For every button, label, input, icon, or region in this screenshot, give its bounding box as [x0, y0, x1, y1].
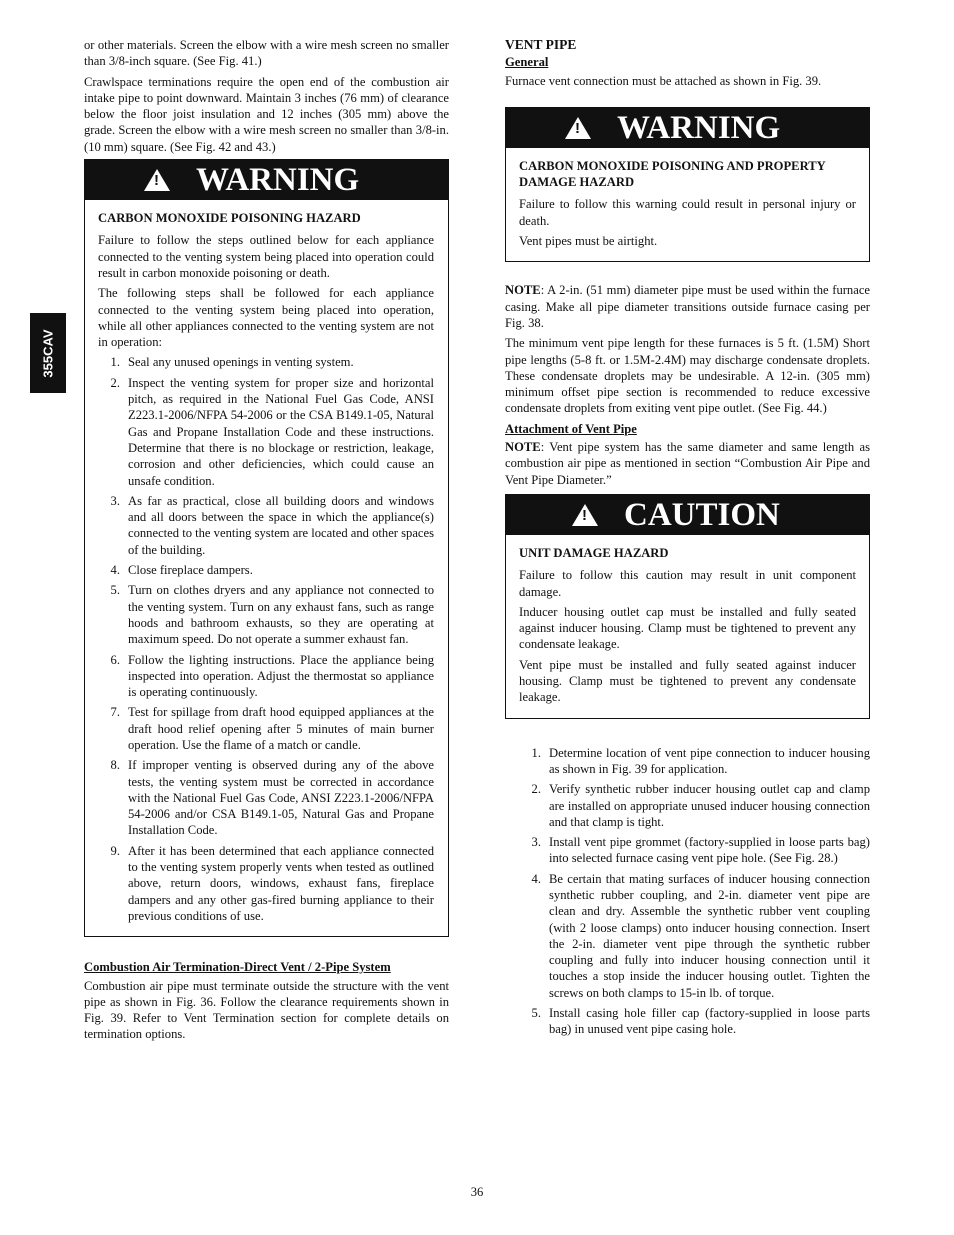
list-number: 4. — [110, 563, 120, 578]
list-number: 1. — [531, 745, 541, 760]
list-item — [98, 493, 434, 558]
warning-body — [506, 148, 869, 261]
list-item — [519, 1005, 870, 1038]
list-item — [98, 354, 434, 370]
list-number: 1. — [110, 355, 120, 370]
list-text: If improper venting is observed during any of the above tests, the venting system must be corrected in accordance with the National Fuel Gas Code, ANSI Z223.1-2006/NFPA 54-2006 and/or CSA B149.1-05, Natural Gas and Propane Installation Code. — [128, 758, 434, 838]
list-number: 7. — [110, 705, 120, 720]
attachment-steps-list — [505, 745, 870, 1038]
warning-paragraph-2: The following steps shall be followed for each appliance connected to the venting system being placed into operation, while all other appliances connected to the venting system are not in operation: — [98, 286, 434, 350]
list-text: Verify synthetic rubber inducer housing outlet cap and clamp are installed on appropriate unused inducer housing connection and that clamp is tight. — [549, 782, 870, 829]
list-text: As far as practical, close all building doors and windows and all doors between the space in which the appliance(s) connected to the venting system are located and other spaces of the building. — [128, 493, 434, 557]
warning-box-co-property — [505, 107, 870, 262]
note-paragraph-2 — [505, 439, 870, 488]
list-text: Install casing hole filler cap (factory-supplied in loose parts bag) in unused vent pipe casing hole. — [549, 1006, 870, 1037]
side-tab-model — [30, 313, 66, 393]
list-item — [98, 562, 434, 578]
hazard-title: CARBON MONOXIDE POISONING HAZARD — [98, 211, 361, 226]
list-text: Close fireplace dampers. — [128, 563, 253, 578]
list-number: 2. — [110, 375, 120, 390]
hazard-title: CARBON MONOXIDE POISONING AND PROPERTY DAMAGE HAZARD — [519, 158, 826, 190]
warning-title: WARNING — [617, 109, 781, 146]
note-label: NOTE — [505, 283, 541, 298]
list-text: After it has been determined that each appliance connected to the venting system properly vents when tested as outlined above, return doors, windows, exhaust fans, fireplace dampers and any other gas-fired burning appliance to their previous conditions of use. — [128, 843, 434, 923]
caution-box-unit-damage — [505, 494, 870, 719]
section-heading-vent-pipe: VENT PIPE — [505, 37, 577, 52]
left-column — [84, 37, 449, 1047]
list-item — [519, 871, 870, 1001]
list-text: Determine location of vent pipe connection to inducer housing as shown in Fig. 39 for application. — [549, 745, 870, 776]
list-item — [98, 582, 434, 647]
note-label: NOTE — [505, 440, 541, 455]
warning-paragraph-2: Vent pipes must be airtight. — [519, 234, 658, 249]
side-tab-label: 355CAV — [40, 328, 56, 378]
list-text: Follow the lighting instructions. Place the appliance being inspected into operation. Adjust the thermostat so appliance is operating continuously. — [128, 652, 434, 700]
list-item — [98, 375, 434, 489]
caution-paragraph-1: Failure to follow this caution may result in unit component damage. — [519, 568, 856, 599]
caution-body — [506, 535, 869, 718]
warning-triangle-icon — [144, 169, 170, 191]
warning-steps-list — [98, 354, 434, 924]
list-text: Turn on clothes dryers and any appliance not connected to the venting system. Turn on any exhaust fans, such as range hoods and bathroom exhausts, so they are operating at maximum speed. Do not operate a summer exhaust fan. — [128, 583, 434, 647]
list-number: 3. — [110, 493, 120, 508]
warning-paragraph-1: Failure to follow the steps outlined below for each appliance connected to the venting system being placed into operation could result in carbon monoxide poisoning or death. — [98, 233, 434, 280]
general-paragraph: Furnace vent connection must be attached as shown in Fig. 39. — [505, 73, 822, 88]
caution-triangle-icon — [572, 504, 598, 526]
list-number: 5. — [110, 583, 120, 598]
list-item — [98, 757, 434, 838]
list-number: 4. — [531, 871, 541, 886]
intro-paragraph-1: or other materials. Screen the elbow with a wire mesh screen no smaller than 3/8-inch square. (See Fig. 41.) — [84, 38, 449, 69]
list-number: 5. — [531, 1006, 541, 1021]
warning-triangle-icon — [565, 117, 591, 139]
list-text: Inspect the venting system for proper size and horizontal pitch, as required in the National Fuel Gas Code, ANSI Z223.1-2006/NFPA 54-2006 or the CSA B149.1-05, Natural Gas and Propane Installation Code and these instructions. Determine that there is no blockage or restriction, leakage, corrosion and other deficiencies, which could cause an unsafe condition. — [128, 375, 434, 488]
list-item — [519, 834, 870, 867]
list-text: Seal any unused openings in venting system. — [128, 355, 354, 370]
list-item — [519, 745, 870, 778]
combustion-heading: Combustion Air Termination-Direct Vent / 2-Pipe System — [84, 960, 391, 975]
page-number: 36 — [470, 1185, 484, 1199]
caution-paragraph-2: Inducer housing outlet cap must be installed and fully seated against inducer housing. Clamp must be tightened to prevent any condensate leakage. — [519, 604, 856, 652]
hazard-title: UNIT DAMAGE HAZARD — [519, 545, 669, 560]
intro-paragraph-2: Crawlspace terminations require the open end of the combustion air intake pipe to point downward. Maintain 3 inches (76 mm) of clearance below the floor joist insulation and 12 inches (305 mm) above the grade. Screen the elbow with a wire mesh screen no smaller than 3/8-in. (10 mm) square. (See Fig. 42 and 43.) — [84, 74, 449, 154]
warning-paragraph-1: Failure to follow this warning could result in personal injury or death. — [519, 197, 856, 228]
min-length-paragraph: The minimum vent pipe length for these furnaces is 5 ft. (1.5M) Short pipe lengths (5-8 ft. or 1.5M-2.4M) may discharge condensate droplets. These condensate droplets may be undesirable. A 12-in. (305 mm) minimum offset pipe section is recommended to reduce excessive condensate droplets from exiting vent pipe outlet. (See Fig. 44.) — [505, 336, 870, 416]
combustion-paragraph: Combustion air pipe must terminate outside the structure with the vent pipe as shown in Fig. 36. Follow the clearance requirements shown in Fig. 39. Refer to Vent Termination section for complete details on termination options. — [84, 978, 449, 1042]
general-heading: General — [505, 55, 549, 70]
note-text: : A 2-in. (51 mm) diameter pipe must be used within the furnace casing. Make all pipe diameter transitions outside furnace casing per Fig. 38. — [505, 283, 870, 330]
warning-body — [85, 200, 448, 936]
note-paragraph-1 — [505, 282, 870, 331]
list-item — [98, 704, 434, 753]
list-number: 6. — [110, 652, 120, 667]
list-item — [519, 781, 870, 830]
list-number: 2. — [531, 782, 541, 797]
caution-title: CAUTION — [624, 496, 780, 533]
list-text: Be certain that mating surfaces of inducer housing connection synthetic rubber coupling, and 2-in. diameter vent pipe are clean and dry. Assemble the synthetic rubber vent coupling (with 2 loose clamps) onto inducer housing connection. Insert the 2-in. diameter vent pipe through the synthetic rubber coupling and fully into inducer housing connection until it touches a stop inside the inducer housing outlet. Tighten the screws on both clamps to 15-in lb. of torque. — [549, 871, 870, 1000]
warning-title: WARNING — [196, 162, 360, 199]
list-text: Test for spillage from draft hood equipped appliances at the draft hood relief opening after 5 minutes of main burner operation. Use the flame of a match or candle. — [128, 705, 434, 752]
caution-paragraph-3: Vent pipe must be installed and fully seated against inducer housing. Clamp must be tightened to prevent any condensate leakage. — [519, 657, 856, 705]
warning-box-co — [84, 159, 449, 937]
list-item — [98, 652, 434, 701]
warning-header — [85, 160, 448, 200]
attachment-heading: Attachment of Vent Pipe — [505, 421, 637, 436]
caution-header — [506, 495, 869, 535]
list-text: Install vent pipe grommet (factory-supplied in loose parts bag) into selected furnace casing vent pipe hole. (See Fig. 28.) — [549, 835, 870, 866]
list-item — [98, 843, 434, 924]
warning-header — [506, 108, 869, 148]
note-text: : Vent pipe system has the same diameter and same length as combustion air pipe as mentioned in section “Combustion Air Pipe and Vent Pipe Diameter.” — [505, 440, 870, 487]
right-column — [505, 37, 870, 1042]
list-number: 3. — [531, 835, 541, 850]
list-number: 8. — [110, 758, 120, 773]
list-number: 9. — [110, 843, 120, 858]
